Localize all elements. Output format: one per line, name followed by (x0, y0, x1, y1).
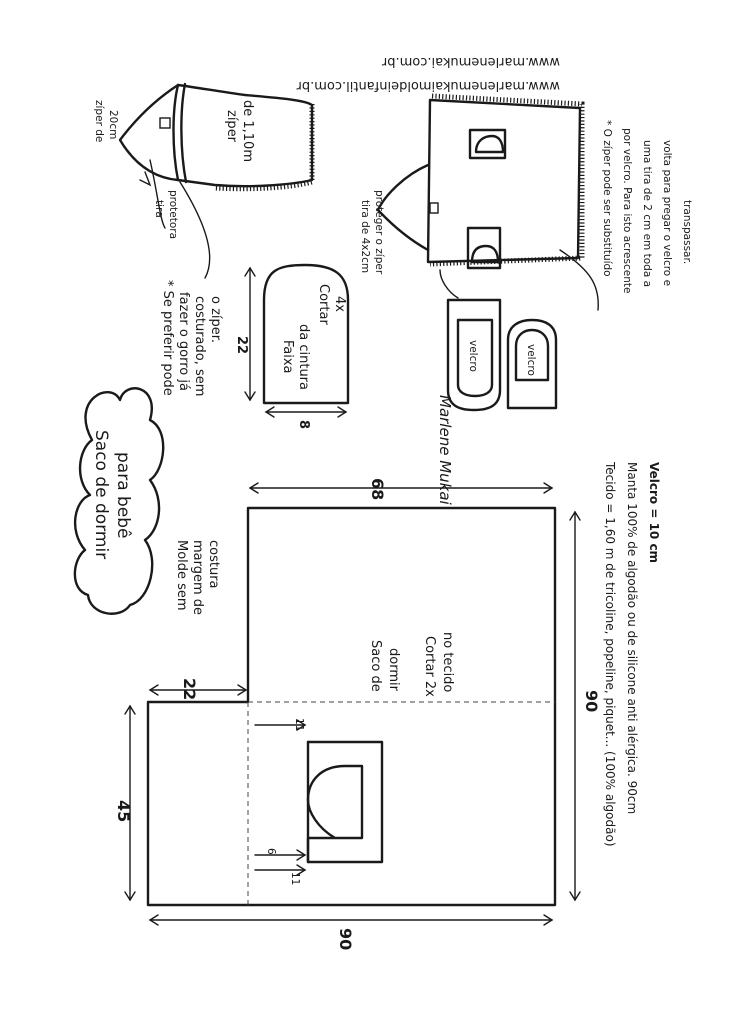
hood-zipper-label1: zíper (224, 110, 239, 143)
zip-note-line4: volta para pregar o velcro e (661, 140, 673, 287)
waist-band-cut1: Cortar (316, 284, 331, 325)
dim-bottom: 90 (336, 928, 355, 951)
hood-strip2: protetora (167, 190, 179, 240)
hood-note-line1: * Se preferir pode (160, 280, 175, 396)
hood-strip1: tira (153, 200, 165, 218)
velcro-pieces (448, 300, 556, 410)
website-2: www.marlenemukaimoldeinfantil.com.br (296, 78, 560, 93)
bag-sketch (378, 96, 598, 310)
mold-note-line2: margem de (190, 540, 205, 616)
main-piece-line2: dormir (386, 648, 401, 691)
materials-line1: Tecido = 1,60 m de tricoline, popeline, piquet... (100% algodão) (603, 462, 617, 847)
title-line1: Saco de dormir (91, 430, 111, 560)
bag-strip2: proteger o zíper (373, 190, 385, 275)
website-1: www.marlenemukai.com.br (381, 54, 560, 69)
hood-zip1: zíper de (93, 100, 105, 143)
dim-right: 90 (582, 690, 601, 713)
dim-pocket-bottom: 11 (289, 872, 301, 886)
mold-note-line1: Molde sem (174, 540, 189, 611)
bag-strip1: tira de 4x2cm (359, 200, 371, 274)
dim-left: 45 (114, 800, 133, 823)
velcro-label-1: velcro (467, 340, 479, 372)
signature: Marlene Mukai (436, 395, 454, 505)
waist-band-dim-h: 22 (234, 336, 249, 355)
mold-note-line3: costura (206, 540, 221, 589)
main-piece-line3: Cortar 2x (422, 636, 437, 697)
title-line2: para bebê (113, 452, 133, 539)
waist-band-label1: Faixa (280, 340, 295, 374)
hood-note-line2: fazer o gorro já (176, 292, 191, 391)
materials-line3: Velcro = 10 cm (647, 462, 661, 564)
materials-line2: Manta 100% de algodão ou de silicone anti alérgica. 90cm (625, 462, 639, 815)
waist-band-cut2: 4x (332, 296, 347, 312)
waist-band-dim-w: 8 (296, 420, 311, 430)
hood-sketch (120, 84, 312, 278)
zip-note-line1: * O zíper pode ser substituído (601, 120, 613, 277)
hood-note-line3: costurado, sem (192, 296, 207, 397)
hood-note-line4: o zíper. (208, 296, 223, 344)
velcro-label-2: velcro (525, 344, 537, 376)
hood-zipper-label2: de 1,10m (240, 100, 255, 162)
waist-band-label2: da cintura (296, 324, 311, 390)
main-piece-line1: Saco de (368, 640, 383, 692)
zip-note-line2: por velcro. Para isto acrescente (621, 128, 633, 294)
dim-pocket-top: 11 (293, 718, 305, 732)
dim-top: 68 (368, 478, 387, 501)
zip-note-line5: transpassar. (681, 200, 693, 265)
dim-pocket-mid: 6 (265, 848, 277, 855)
main-piece-line4: no tecido (440, 632, 455, 693)
zip-note-line3: uma tira de 2 cm em toda a (641, 140, 653, 288)
hood-zip2: 20cm (107, 110, 119, 140)
dim-step: 22 (180, 678, 199, 701)
